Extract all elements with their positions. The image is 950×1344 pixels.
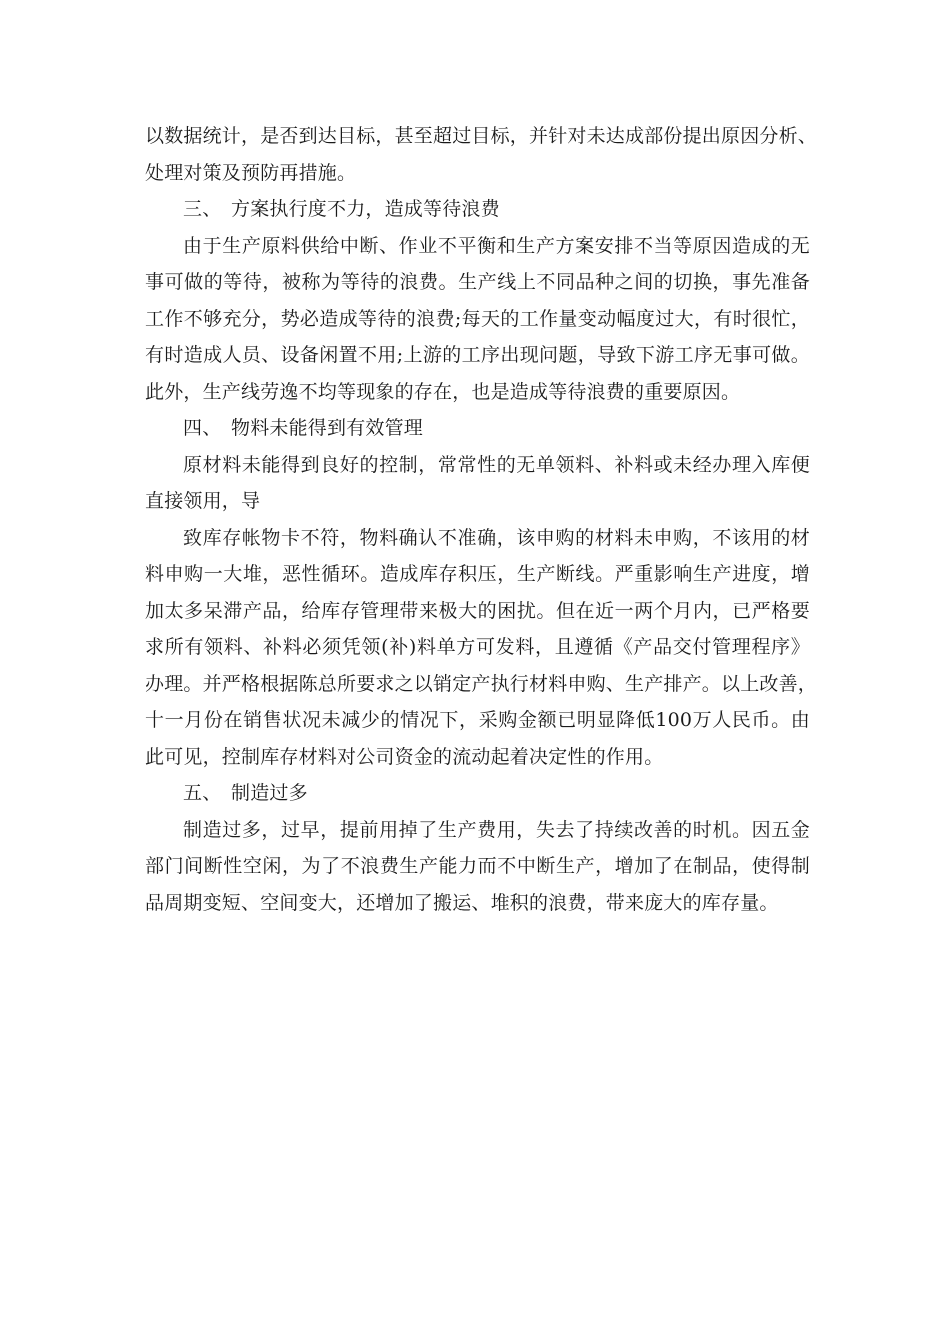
paragraph-line: 加太多呆滞产品，给库存管理带来极大的困扰。但在近一两个月内，已严格要 bbox=[145, 599, 810, 622]
paragraph-line: 致库存帐物卡不符，物料确认不准确，该申购的材料未申购，不该用的材 bbox=[183, 526, 810, 549]
section-title: 物料未能得到有效管理 bbox=[231, 417, 424, 439]
section-number: 五、 bbox=[183, 782, 222, 804]
section-number: 四、 bbox=[183, 417, 222, 439]
paragraph-line: 求所有领料、补料必须凭领(补)料单方可发料，且遵循《产品交付管理程序》 bbox=[145, 636, 810, 658]
paragraph-line: 部门间断性空闲，为了不浪费生产能力而不中断生产，增加了在制品，使得制 bbox=[145, 855, 810, 877]
paragraph-line: 制造过多，过早，提前用掉了生产费用，失去了持续改善的时机。因五金 bbox=[183, 818, 810, 841]
paragraph-line: 办理。并严格根据陈总所要求之以销定产执行材料申购、生产排产。以上改善， bbox=[145, 672, 818, 695]
paragraph-line: 料申购一大堆，恶性循环。造成库存积压，生产断线。严重影响生产进度，增 bbox=[145, 563, 810, 585]
paragraph-line: 此可见，控制库存材料对公司资金的流动起着决定性的作用。 bbox=[145, 745, 664, 768]
paragraph-line: 有时造成人员、设备闲置不用;上游的工序出现问题，导致下游工序无事可做。 bbox=[145, 344, 810, 366]
section-number: 三、 bbox=[183, 198, 222, 220]
paragraph-line: 处理对策及预防再措施。 bbox=[145, 161, 357, 184]
section-heading-4 bbox=[145, 410, 810, 447]
paragraph-line: 以数据统计，是否到达目标，甚至超过目标，并针对未达成部份提出原因分析、 bbox=[145, 125, 818, 147]
paragraph-line: 十一月份在销售状况未减少的情况下，采购金额已明显降低100万人民币。由 bbox=[145, 709, 810, 731]
section-title: 制造过多 bbox=[231, 782, 308, 804]
section-heading-3 bbox=[145, 191, 810, 228]
paragraph-line: 事可做的等待，被称为等待的浪费。生产线上不同品种之间的切换，事先准备 bbox=[145, 271, 810, 293]
document-body bbox=[145, 118, 818, 921]
paragraph-line: 此外，生产线劳逸不均等现象的存在，也是造成等待浪费的重要原因。 bbox=[145, 380, 741, 403]
section-title: 方案执行度不力，造成等待浪费 bbox=[231, 198, 500, 220]
section-heading-5 bbox=[145, 775, 810, 812]
paragraph-line: 品周期变短、空间变大，还增加了搬运、堆积的浪费，带来庞大的库存量。 bbox=[145, 891, 779, 914]
paragraph-line: 直接领用，导 bbox=[145, 490, 261, 512]
paragraph-line: 由于生产原料供给中断、作业不平衡和生产方案安排不当等原因造成的无 bbox=[183, 234, 810, 257]
paragraph-line: 原材料未能得到良好的控制，常常性的无单领料、补料或未经办理入库便 bbox=[183, 453, 810, 476]
paragraph-line: 工作不够充分，势必造成等待的浪费;每天的工作量变动幅度过大，有时很忙， bbox=[145, 307, 810, 330]
